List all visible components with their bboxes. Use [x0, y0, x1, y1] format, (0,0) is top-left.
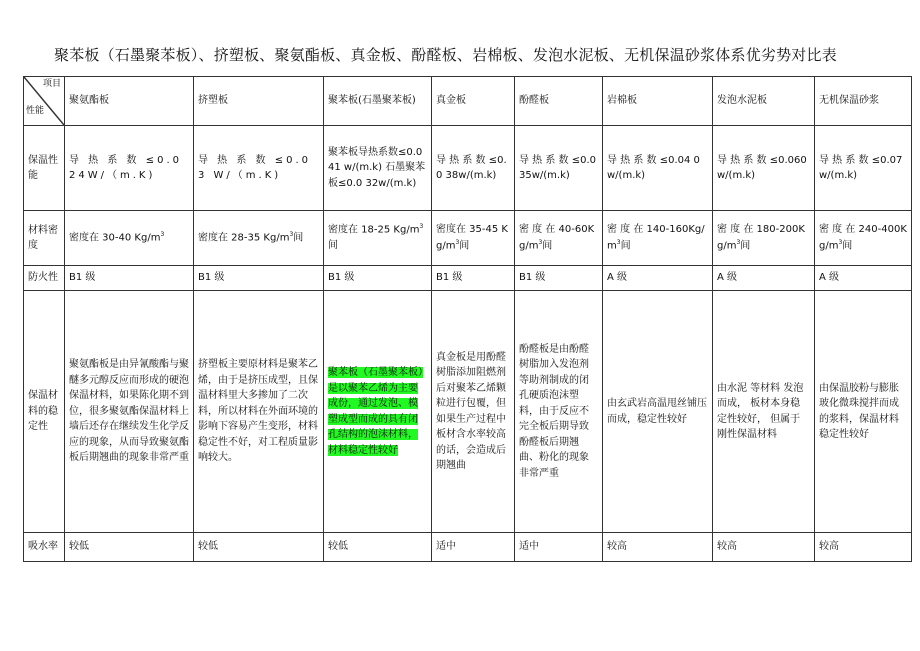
table-cell: 密度在 28-35 $Kg/m^3$间 — [194, 211, 324, 266]
table-cell: 导 热 系 数 ≤0.03 W/（m.K) — [194, 126, 324, 211]
table-cell: 较高 — [713, 533, 815, 562]
row-label: 保温材料的稳定性 — [24, 291, 65, 533]
table-cell: B1 级 — [432, 266, 515, 291]
col-header: 聚苯板(石墨聚苯板) — [324, 77, 432, 126]
table-cell: 密 度 在 $240-400Kg/m^3$间 — [815, 211, 912, 266]
table-cell: 由保温胶粉与膨胀玻化微珠搅拌而成的浆料，保温材料稳定性较好 — [815, 291, 912, 533]
table-cell: 由水泥 等材料 发泡而成， 板材本身稳定性较好， 但属于刚性保温材料 — [713, 291, 815, 533]
col-header: 挤塑板 — [194, 77, 324, 126]
row-label: 防火性 — [24, 266, 65, 291]
table-cell: 聚氨酯板是由异氰酸酯与聚醚多元醇反应而形成的硬泡保温材料，如果陈化期不到位，很多聚氨酯保温材料上墙后还存在继续发生化学反应的现象，从而导致聚氨酯板后期翘曲的现象非常严重 — [65, 291, 194, 533]
table-cell: A 级 — [815, 266, 912, 291]
highlighted-text: 聚苯板（石墨聚苯板）是以聚苯乙烯为主要成份，通过发泡、模塑成型而成的具有闭孔结构的泡沫材料，材料稳定性较好 — [328, 367, 423, 456]
table-row — [24, 126, 912, 211]
table-cell: 导 热 系 数 ≤0.0 38w/(m.k) — [432, 126, 515, 211]
table-cell: 较低 — [324, 533, 432, 562]
table-cell: A 级 — [713, 266, 815, 291]
row-label: 材料密度 — [24, 211, 65, 266]
table-cell: B1 级 — [515, 266, 603, 291]
row-label: 保温性能 — [24, 126, 65, 211]
table-cell-highlighted — [324, 291, 432, 533]
table-cell: 适中 — [432, 533, 515, 562]
table-cell: 导 热 系 数 ≤0.07 w/(m.k) — [815, 126, 912, 211]
table-cell: 导 热 系 数 ≤0.024W/（m.K) — [65, 126, 194, 211]
col-header: 岩棉板 — [603, 77, 713, 126]
col-header: 真金板 — [432, 77, 515, 126]
table-cell: 密度在 30-40 $Kg/m^3$ — [65, 211, 194, 266]
table-cell: 密 度 在 $180-200Kg/m^3$间 — [713, 211, 815, 266]
col-header: 无机保温砂浆 — [815, 77, 912, 126]
table-row — [24, 533, 912, 562]
table-cell: 密度在 18-25 $Kg/m^3$间 — [324, 211, 432, 266]
comparison-table — [23, 76, 912, 562]
table-row — [24, 211, 912, 266]
table-cell: 由玄武岩高温甩丝铺压而成，稳定性较好 — [603, 291, 713, 533]
table-cell: 导 热 系 数 ≤0.060w/(m.k) — [713, 126, 815, 211]
table-cell: B1 级 — [194, 266, 324, 291]
page-title: 聚苯板（石墨聚苯板）、挤塑板、聚氨酯板、真金板、酚醛板、岩棉板、发泡水泥板、无机保温砂浆体系优劣势对比表 — [54, 46, 837, 64]
row-label: 吸水率 — [24, 533, 65, 562]
table-cell: 密 度 在 $140-160Kg/m^3$间 — [603, 211, 713, 266]
table-cell: A 级 — [603, 266, 713, 291]
table-cell: 挤塑板主要原材料是聚苯乙烯，由于是挤压成型，且保温材料里大多掺加了二次料，所以材料在外面环境的影响下容易产生变形，材料稳定性不好，对工程质量影响较大。 — [194, 291, 324, 533]
corner-cell — [24, 77, 65, 126]
table-cell: 聚苯板导热系数≤0.041 w/(m.k) 石墨聚苯板≤0.0 32w/(m.k) — [324, 126, 432, 211]
col-header: 聚氨酯板 — [65, 77, 194, 126]
corner-top-label: 项目 — [42, 79, 61, 89]
corner-bottom-label: 性能 — [26, 106, 45, 117]
table-cell: 较高 — [815, 533, 912, 562]
table-cell: 较低 — [65, 533, 194, 562]
table-cell: 酚醛板是由酚醛树脂加入发泡剂等助剂制成的闭孔硬质泡沫塑料，由于反应不完全板后期导致酚醛板后期翘曲、粉化的现象非常严重 — [515, 291, 603, 533]
table-cell: 导 热 系 数 ≤0.0 35w/(m.k) — [515, 126, 603, 211]
col-header: 酚醛板 — [515, 77, 603, 126]
table-cell: 密度在 35-45 $Kg/m^3$间 — [432, 211, 515, 266]
table-cell: 较低 — [194, 533, 324, 562]
table-cell: B1 级 — [65, 266, 194, 291]
table-cell: 真金板是用酚醛树脂添加阻燃剂后对聚苯乙烯颗粒进行包覆，但如果生产过程中板材含水率较高的话，会造成后期翘曲 — [432, 291, 515, 533]
col-header: 发泡水泥板 — [713, 77, 815, 126]
table-row — [24, 266, 912, 291]
table-cell: 适中 — [515, 533, 603, 562]
header-row — [24, 77, 912, 126]
table-cell: B1 级 — [324, 266, 432, 291]
table-row — [24, 291, 912, 533]
table-cell: 密 度 在 $40-60Kg/m^3$间 — [515, 211, 603, 266]
table-cell: 较高 — [603, 533, 713, 562]
table-cell: 导 热 系 数 ≤0.04 0w/(m.k) — [603, 126, 713, 211]
